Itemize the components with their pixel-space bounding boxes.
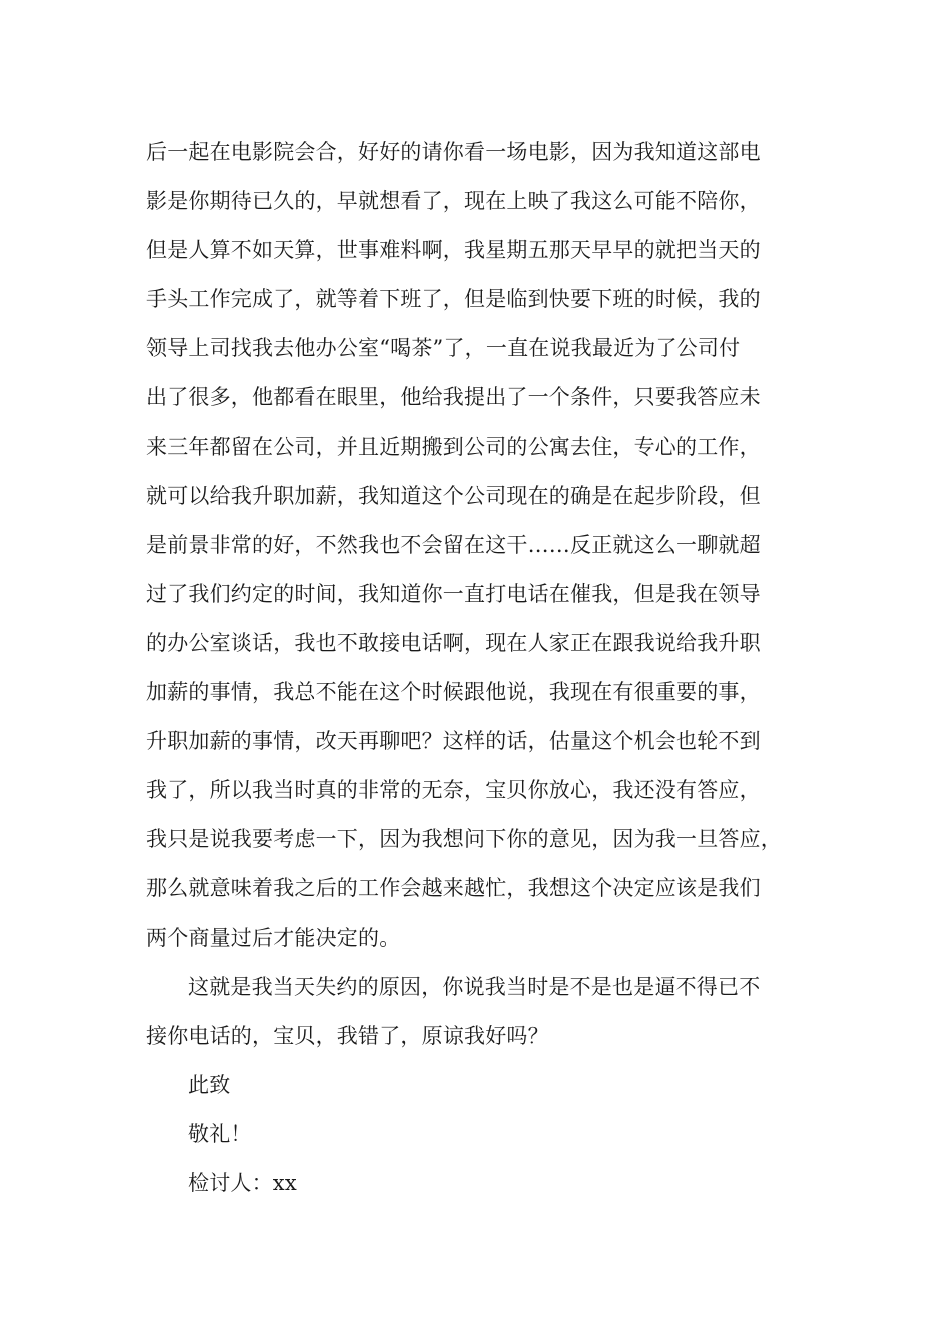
paragraph-line: 来三年都留在公司，并且近期搬到公司的公寓去住，专心的工作， bbox=[146, 434, 761, 459]
paragraph-line: 那么就意味着我之后的工作会越来越忙，我想这个决定应该是我们 bbox=[146, 876, 761, 901]
paragraph-line: 我了，所以我当时真的非常的无奈，宝贝你放心，我还没有答应， bbox=[146, 778, 761, 803]
paragraph-line: 领导上司找我去他办公室“喝茶”了，一直在说我最近为了公司付 bbox=[146, 336, 741, 361]
paragraph-line: 影是你期待已久的，早就想看了，现在上映了我这么可能不陪你， bbox=[146, 189, 761, 214]
paragraph-line: 是前景非常的好，不然我也不会留在这干……反正就这么一聊就超 bbox=[146, 532, 761, 557]
paragraph-line: 升职加薪的事情，改天再聊吧？这样的话，估量这个机会也轮不到 bbox=[146, 729, 761, 754]
paragraph-line: 出了很多，他都看在眼里，他给我提出了一个条件，只要我答应未 bbox=[146, 385, 761, 410]
closing-line: 此致 bbox=[188, 1072, 231, 1097]
signature-line: 检讨人：xx bbox=[188, 1170, 297, 1195]
paragraph-line: 加薪的事情，我总不能在这个时候跟他说，我现在有很重要的事， bbox=[146, 680, 761, 705]
paragraph-line: 过了我们约定的时间，我知道你一直打电话在催我，但是我在领导 bbox=[146, 581, 761, 606]
paragraph-line: 手头工作完成了，就等着下班了，但是临到快要下班的时候，我的 bbox=[146, 287, 761, 312]
letter-body bbox=[146, 128, 826, 1208]
paragraph-line: 但是人算不如天算，世事难料啊，我星期五那天早早的就把当天的 bbox=[146, 238, 761, 263]
paragraph-line: 接你电话的，宝贝，我错了，原谅我好吗？ bbox=[146, 1023, 549, 1048]
paragraph-line: 我只是说我要考虑一下，因为我想问下你的意见，因为我一旦答应， bbox=[146, 827, 782, 852]
paragraph-line: 的办公室谈话，我也不敢接电话啊，现在人家正在跟我说给我升职 bbox=[146, 630, 761, 655]
paragraph-line: 两个商量过后才能决定的。 bbox=[146, 925, 401, 950]
paragraph-line: 后一起在电影院会合，好好的请你看一场电影，因为我知道这部电 bbox=[146, 140, 761, 164]
salutation-line: 敬礼！ bbox=[188, 1121, 252, 1146]
paragraph-line: 这就是我当天失约的原因，你说我当时是不是也是逼不得已不 bbox=[188, 974, 761, 999]
paragraph-line: 就可以给我升职加薪，我知道这个公司现在的确是在起步阶段，但 bbox=[146, 483, 761, 508]
